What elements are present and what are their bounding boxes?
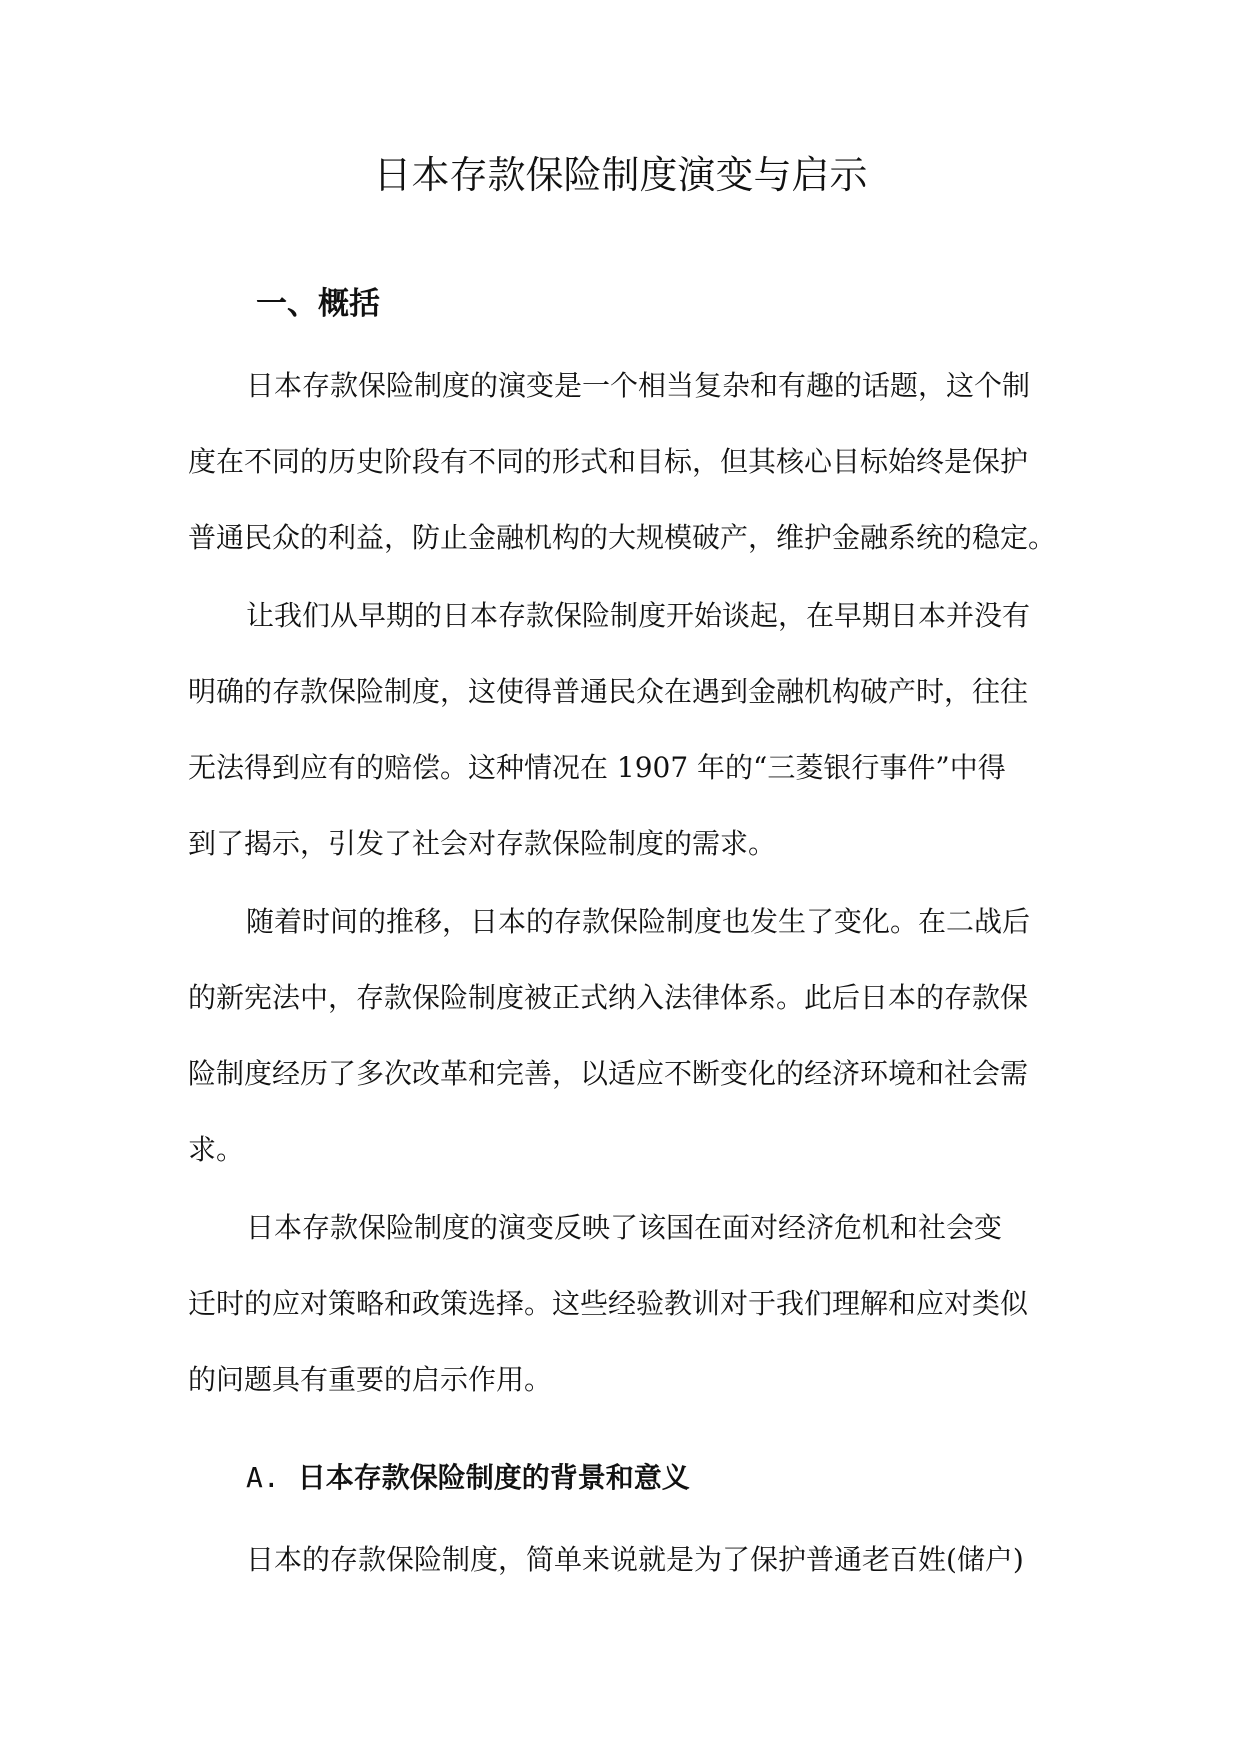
subsection-title: 日本存款保险制度的背景和意义 bbox=[297, 1461, 690, 1494]
paragraph-line: 日本的存款保险制度，简单来说就是为了保护普通老百姓(储户) bbox=[246, 1543, 1024, 1576]
paragraph-line: 求。 bbox=[188, 1133, 245, 1166]
paragraph-line: 日本存款保险制度的演变是一个相当复杂和有趣的话题，这个制 bbox=[246, 369, 1031, 402]
paragraph-line: 普通民众的利益，防止金融机构的大规模破产，维护金融系统的稳定。 bbox=[188, 521, 1057, 554]
subsection-marker: A. bbox=[246, 1461, 280, 1494]
paragraph-line: 迁时的应对策略和政策选择。这些经验教训对于我们理解和应对类似 bbox=[188, 1287, 1029, 1320]
paragraph-line: 的问题具有重要的启示作用。 bbox=[188, 1363, 553, 1396]
paragraph-line: 随着时间的推移，日本的存款保险制度也发生了变化。在二战后 bbox=[246, 905, 1031, 938]
paragraph-line: 的新宪法中，存款保险制度被正式纳入法律体系。此后日本的存款保 bbox=[188, 981, 1029, 1014]
paragraph-line: 险制度经历了多次改革和完善，以适应不断变化的经济环境和社会需 bbox=[188, 1057, 1029, 1090]
document-title: 日本存款保险制度演变与启示 bbox=[373, 153, 868, 197]
paragraph-line: 日本存款保险制度的演变反映了该国在面对经济危机和社会变 bbox=[246, 1211, 1003, 1244]
paragraph-line: 明确的存款保险制度，这使得普通民众在遇到金融机构破产时，往往 bbox=[188, 675, 1029, 708]
paragraph-line: 度在不同的历史阶段有不同的形式和目标，但其核心目标始终是保护 bbox=[188, 445, 1029, 478]
paragraph-line: 无法得到应有的赔偿。这种情况在 1907 年的“三菱银行事件”中得 bbox=[188, 751, 1006, 784]
paragraph-line: 让我们从早期的日本存款保险制度开始谈起，在早期日本并没有 bbox=[246, 599, 1031, 632]
paragraph-line: 到了揭示，引发了社会对存款保险制度的需求。 bbox=[188, 827, 777, 860]
subsection-heading bbox=[246, 1458, 690, 1498]
section-heading: 一、概括 bbox=[256, 286, 380, 322]
